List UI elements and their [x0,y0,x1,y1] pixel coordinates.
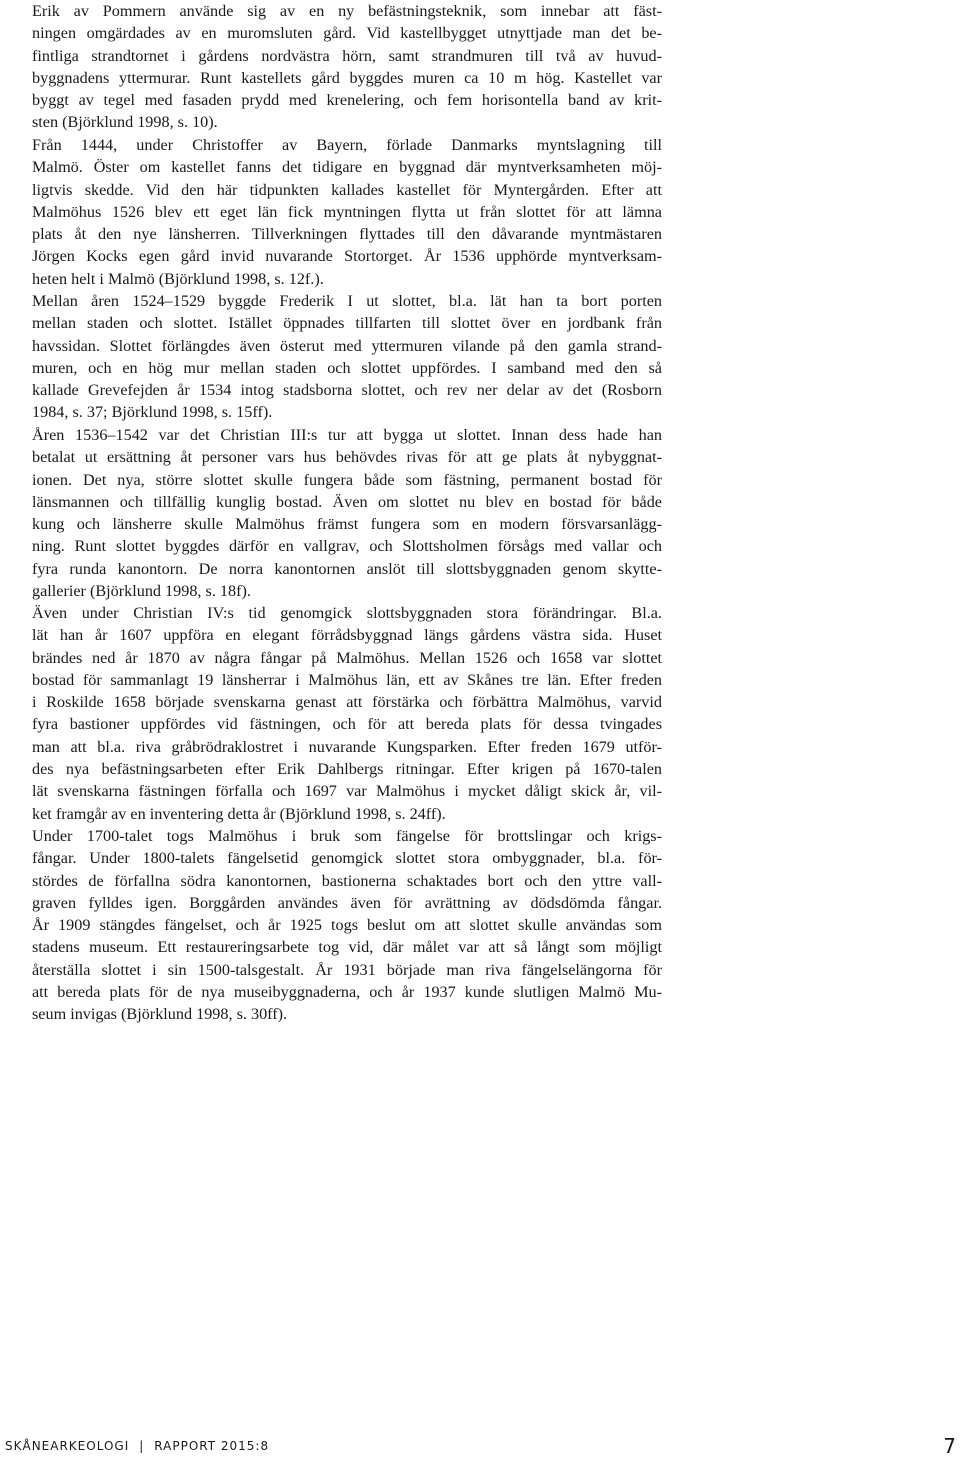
text-line: Malmöhus 1526 blev ett eget län fick myntningen flytta ut från slottet för att lämna [32,202,662,221]
text-line: Åren 1536–1542 var det Christian III:s tur att bygga ut slottet. Innan dess hade han [32,426,662,444]
text-line: ionen. Det nya, större slottet skulle fungera både som fästning, permanent bostad för [32,470,662,489]
text-line: plats åt den nye länsherren. Tillverkningen flyttades till den dåvarande myntmästaren [32,225,662,244]
text-line: Erik av Pommern använde sig av en ny befästningsteknik, som innebar att fäst- [32,2,662,20]
text-line: seum invigas (Björklund 1998, s. 30ff). [32,1005,288,1024]
text-line: Mellan åren 1524–1529 byggde Frederik I ut slottet, bl.a. lät han ta bort porten [32,292,662,310]
footer-publication-info [5,1439,269,1453]
text-line: länsmannen och tillfällig kunglig bostad. Även om slottet nu blev en bostad för både [32,492,662,511]
text-line: mellan staden och slottet. Istället öppnades tillfarten till slottet över en jordbank från [32,314,662,333]
text-line: ket framgår av en inventering detta år (Björklund 1998, s. 24ff). [32,804,446,823]
text-line: brändes ned år 1870 av några fångar på Malmöhus. Mellan 1526 och 1658 var slottet [32,648,662,667]
text-line: kallade Grevefejden år 1534 intog stadsborna slottet, och rev ner delar av det (Rosborn [32,381,662,400]
text-line: sten (Björklund 1998, s. 10). [32,113,218,132]
footer-separator: | [139,1439,145,1453]
text-line: graven fylldes igen. Borggården användes även för avrättning av dödsdömda fångar. [32,893,662,912]
text-line: År 1909 stängdes fängelset, och år 1925 togs beslut om att slottet skulle användas som [32,916,662,935]
publication-name: SKÅNEARKEOLOGI [5,1439,130,1453]
text-line: man att bl.a. riva gråbrödraklostret i nuvarande Kungsparken. Efter freden 1679 utför- [32,737,662,756]
report-number: RAPPORT 2015:8 [154,1439,270,1453]
text-line: fångar. Under 1800-talets fängelsetid genomgick slottet stora ombyggnader, bl.a. för- [32,849,662,868]
text-line: byggnadens yttermurar. Runt kastellets gård byggdes muren ca 10 m hög. Kastellet var [32,68,662,87]
text-line: fyra bastioner uppfördes vid fästningen, och för att bereda plats för dessa tvingades [32,715,662,734]
text-line: Från 1444, under Christoffer av Bayern, förlade Danmarks myntslagning till [32,136,662,154]
text-line: lät han år 1607 uppföra en elegant förrådsbyggnad längs gårdens västra sida. Huset [32,626,662,645]
text-line: gallerier (Björklund 1998, s. 18f). [32,582,251,601]
paragraph [32,825,662,1026]
text-line: betalat ut ersättning åt personer vars hus behövdes rivas för att ge plats åt nybyggnat- [32,448,662,467]
page-number: 7 [943,1434,956,1458]
text-line: bostad för sammanlagt 19 länsherrar i Malmöhus län, ett av Skånes tre län. Efter freden [32,670,662,689]
text-line: stadens museum. Ett restaureringsarbete tog vid, där målet var att så långt som möjligt [32,938,662,957]
text-line: ningen omgärdades av en muromsluten gård. Vid kastellbygget utnyttjade man det be- [32,24,662,43]
text-line: Malmö. Öster om kastellet fanns det tidigare en byggnad där myntverksamheten möj- [32,158,662,177]
paragraph [32,0,662,134]
text-line: heten helt i Malmö (Björklund 1998, s. 12f.). [32,269,324,288]
page-footer [0,1436,960,1456]
text-line: fyra runda kanontorn. De norra kanontornen anslöt till slottsbyggnaden genom skytte- [32,559,662,578]
text-line: kung och länsherre skulle Malmöhus främst fungera som en modern försvarsanlägg- [32,515,662,534]
text-line: i Roskilde 1658 började svenskarna genast att förstärka och förbättra Malmöhus, varvid [32,693,662,712]
text-line: Under 1700-talet togs Malmöhus i bruk som fängelse för brottslingar och krigs- [32,827,662,845]
paragraph [32,290,662,424]
text-line: ligtvis skedde. Vid den här tidpunkten kallades kastellet för Myntergården. Efter att [32,180,662,199]
text-line: återställa slottet i sin 1500-talsgestalt. År 1931 började man riva fängelselängorna för [32,960,662,979]
text-line: byggt av tegel med fasaden prydd med krenelering, och fem horisontella band av krit- [32,91,662,110]
text-line: Även under Christian IV:s tid genomgick slottsbyggnaden stora förändringar. Bl.a. [32,604,662,622]
text-line: des nya befästningsarbeten efter Erik Dahlbergs ritningar. Efter krigen på 1670-talen [32,760,662,779]
paragraph [32,424,662,602]
text-line: lät svenskarna fästningen förfalla och 1697 var Malmöhus i mycket dåligt skick år, vil- [32,782,662,801]
paragraph [32,602,662,825]
text-line: fintliga strandtornet i gårdens nordvästra hörn, samt strandmuren till två av huvud- [32,46,662,65]
paragraph [32,134,662,290]
text-line: ning. Runt slottet byggdes därför en vallgrav, och Slottsholmen försågs med vallar och [32,537,662,556]
text-line: stördes de förfallna södra kanontornen, bastionerna schaktades bort och den yttre vall- [32,871,662,890]
text-line: att bereda plats för de nya museibyggnaderna, och år 1937 kunde slutligen Malmö Mu- [32,983,662,1002]
text-line: 1984, s. 37; Björklund 1998, s. 15ff). [32,403,273,422]
text-line: muren, och en hög mur mellan staden och slottet uppfördes. I samband med den så [32,358,662,377]
text-line: havssidan. Slottet förlängdes även österut med yttermuren vilande på den gamla strand- [32,336,662,355]
text-line: Jörgen Kocks egen gård invid nuvarande Stortorget. År 1536 upphörde myntverksam- [32,247,662,266]
